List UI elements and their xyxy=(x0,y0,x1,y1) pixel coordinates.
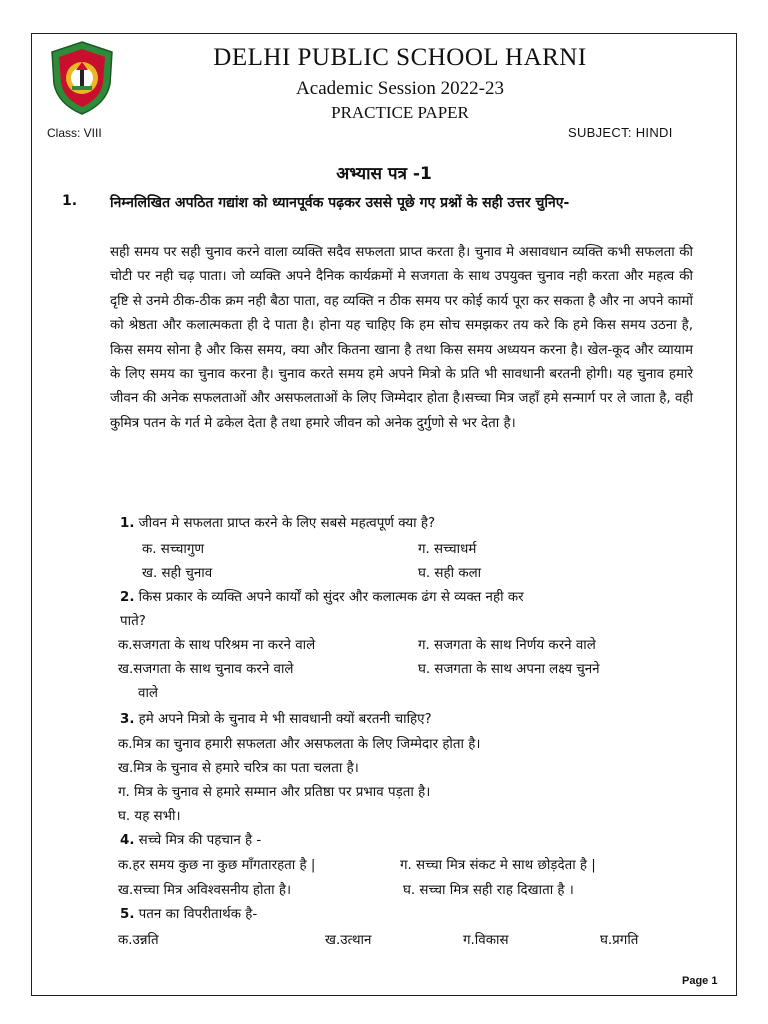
option: ग.विकास xyxy=(463,933,509,948)
option: घ. सही कला xyxy=(418,566,482,581)
option: क. सच्चागुण xyxy=(142,542,205,557)
option: ग. सच्चाधर्म xyxy=(418,542,477,557)
option: क.उन्नति xyxy=(118,933,159,948)
option-continued: वाले xyxy=(138,686,158,701)
option: घ. यह सभी। xyxy=(118,809,181,824)
subquestion-text: किस प्रकार के व्यक्ति अपने कार्यों को सुंदर और कलात्मक ढंग से व्यक्त नही कर xyxy=(134,590,524,605)
subquestion-2 xyxy=(120,587,524,605)
school-logo xyxy=(48,40,116,116)
option: ख.सजगता के साथ चुनाव करने वाले xyxy=(118,662,294,677)
option: ग. मित्र के चुनाव से हमारे सम्मान और प्रतिष्ठा पर प्रभाव पड़ता है। xyxy=(118,785,431,800)
subquestion-text: सच्चे मित्र की पहचान है - xyxy=(134,833,262,848)
option: ख. सही चुनाव xyxy=(142,566,213,581)
option: ख.उत्थान xyxy=(325,933,372,948)
subquestion-text: हमे अपने मित्रो के चुनाव मे भी सावधानी क्यों बरतनी चाहिए? xyxy=(134,712,432,727)
option: ख.मित्र के चुनाव से हमारे चरित्र का पता चलता है। xyxy=(118,761,359,776)
subquestion-1 xyxy=(120,513,435,531)
option: घ. सच्चा मित्र सही राह दिखाता है । xyxy=(403,883,574,898)
subject-label: SUBJECT: HINDI xyxy=(568,125,673,140)
option: क.मित्र का चुनाव हमारी सफलता और असफलता के लिए जिम्मेदार होता है। xyxy=(118,737,481,752)
paper-type: PRACTICE PAPER xyxy=(331,103,469,122)
reading-passage: सही समय पर सही चुनाव करने वाला व्यक्ति सदैव सफलता प्राप्त करता है। चुनाव मे असावधान व्यक्ति कभी सफलता की चोटी पर नही चढ़ पाता। जो व्यक्ति अपने दैनिक कार्यक्रमों मे सजगता के साथ उपयुक्त चुनाव नही करता और महत्व की दृष्टि से उनमे ठीक-ठीक क्रम नही बैठा पाता, वह व्यक्ति न ठीक समय पर कोई कार्य पूरा कर सकता है और ना अपने कामों को श्रेष्ठता और कलात्मकता ही दे पाता है। होना यह चाहिए कि हम सोच समझकर तय करे कि हमे किस समय उठना है, किस समय सोना है और किस समय, क्या और कितना खाना है तथा किस समय अध्ययन करना है। खेल-कूद और व्यायाम के लिए समय का चुनाव करना है। चुनाव करते समय हमे अपने मित्रो के प्रति भी सावधानी बरतनी होगी। यह चुनाव हमारे जीवन की अनेक सफलताओं और असफलताओं के लिए जिम्मेदार होता है।सच्चा मित्र जहाँ हमे सन्मार्ग पर ले जाता है, वही कुमित्र पतन के गर्त मे ढकेल देता है तथा हमारे जीवन को अनेक दुर्गुणो से भर देता है। xyxy=(110,245,693,431)
option: ग. सच्चा मित्र संकट मे साथ छोड़देता है | xyxy=(400,858,596,873)
option: ख.सच्चा मित्र अविश्वसनीय होता है। xyxy=(118,883,292,898)
subquestion-3 xyxy=(120,709,432,727)
subquestion-4 xyxy=(120,830,261,848)
subquestion-text: पतन का विपरीतार्थक है- xyxy=(134,907,258,922)
option: क.हर समय कुछ ना कुछ माँगतारहता है | xyxy=(118,858,316,873)
page-number: Page 1 xyxy=(682,975,718,987)
subquestion-number: 2. xyxy=(120,590,135,605)
option: क.सजगता के साथ परिश्रम ना करने वाले xyxy=(118,638,316,653)
worksheet-title: अभ्यास पत्र -1 xyxy=(336,164,432,184)
option: घ. सजगता के साथ अपना लक्ष्य चुनने xyxy=(418,662,600,677)
subquestion-number: 3. xyxy=(120,712,135,727)
class-label: Class: VIII xyxy=(47,126,102,140)
subquestion-number: 4. xyxy=(120,833,135,848)
subquestion-number: 1. xyxy=(120,516,135,531)
option: ग. सजगता के साथ निर्णय करने वाले xyxy=(418,638,596,653)
school-name: DELHI PUBLIC SCHOOL HARNI xyxy=(213,44,587,71)
option: घ.प्रगति xyxy=(600,933,639,948)
question-instruction: निम्नलिखित अपठित गद्यांश को ध्यानपूर्वक पढ़कर उससे पूछे गए प्रश्नों के सही उत्तर चुनिए- xyxy=(110,195,570,211)
subquestion-5 xyxy=(120,904,257,922)
question-number: 1. xyxy=(62,193,78,209)
subquestion-text-continued: पाते? xyxy=(120,614,146,629)
academic-session: Academic Session 2022-23 xyxy=(296,78,504,99)
subquestion-text: जीवन मे सफलता प्राप्त करने के लिए सबसे महत्वपूर्ण क्या है? xyxy=(134,516,436,531)
subquestion-number: 5. xyxy=(120,907,135,922)
